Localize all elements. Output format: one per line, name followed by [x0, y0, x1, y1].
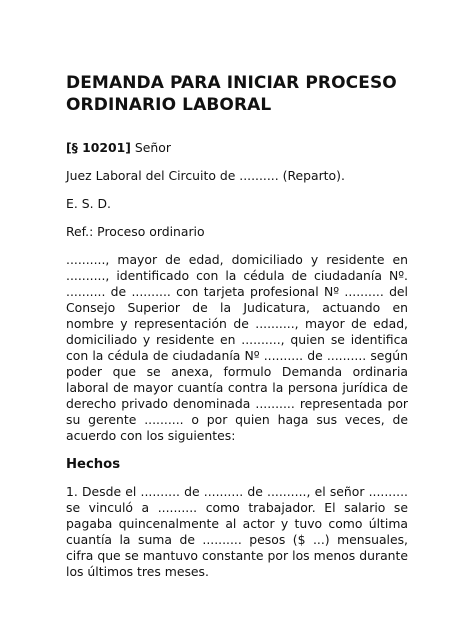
- salutation: Señor: [134, 140, 171, 155]
- esd-line: E. S. D.: [66, 196, 111, 211]
- ref-line: Ref.: Proceso ordinario: [66, 224, 205, 239]
- title-line-1: DEMANDA PARA INICIAR PROCESO: [66, 73, 397, 93]
- document-title: [66, 72, 408, 116]
- title-line-2: ORDINARIO LABORAL: [66, 95, 272, 115]
- document-page: [66, 72, 408, 592]
- reference-code: [§ 10201]: [66, 140, 131, 155]
- reference-line: [66, 140, 408, 156]
- section-heading-hechos: Hechos: [66, 457, 121, 472]
- intro-paragraph: .........., mayor de edad, domiciliado y residente en .........., identificado con la cédula de ciudadanía Nº. .......... de .......... con tarjeta profesional Nº .......... del Consejo Superior de la Judicatura, actuando en nombre y representación de .........., mayor de edad, domiciliado y residente en .........., quien se identifica con la cédula de ciudadanía Nº .......... de .......... según poder que se anexa, formulo Demanda ordinaria laboral de mayor cuantía contra la persona jurídica de derecho privado denominada .......... representada por su gerente .......... o por quien haga sus veces, de acuerdo con los siguientes:: [66, 252, 408, 443]
- addressee: Juez Laboral del Circuito de .......... (Reparto).: [66, 168, 345, 183]
- fact-1-paragraph: 1. Desde el .......... de .......... de .........., el señor .......... se vinculó a .......... como trabajador. El salario se pagaba quincenalmente al actor y tuvo como última cuantía la suma de .......... pesos ($ ...) mensuales, cifra que se mantuvo constante por los menos durante los últimos tres meses.: [66, 484, 408, 579]
